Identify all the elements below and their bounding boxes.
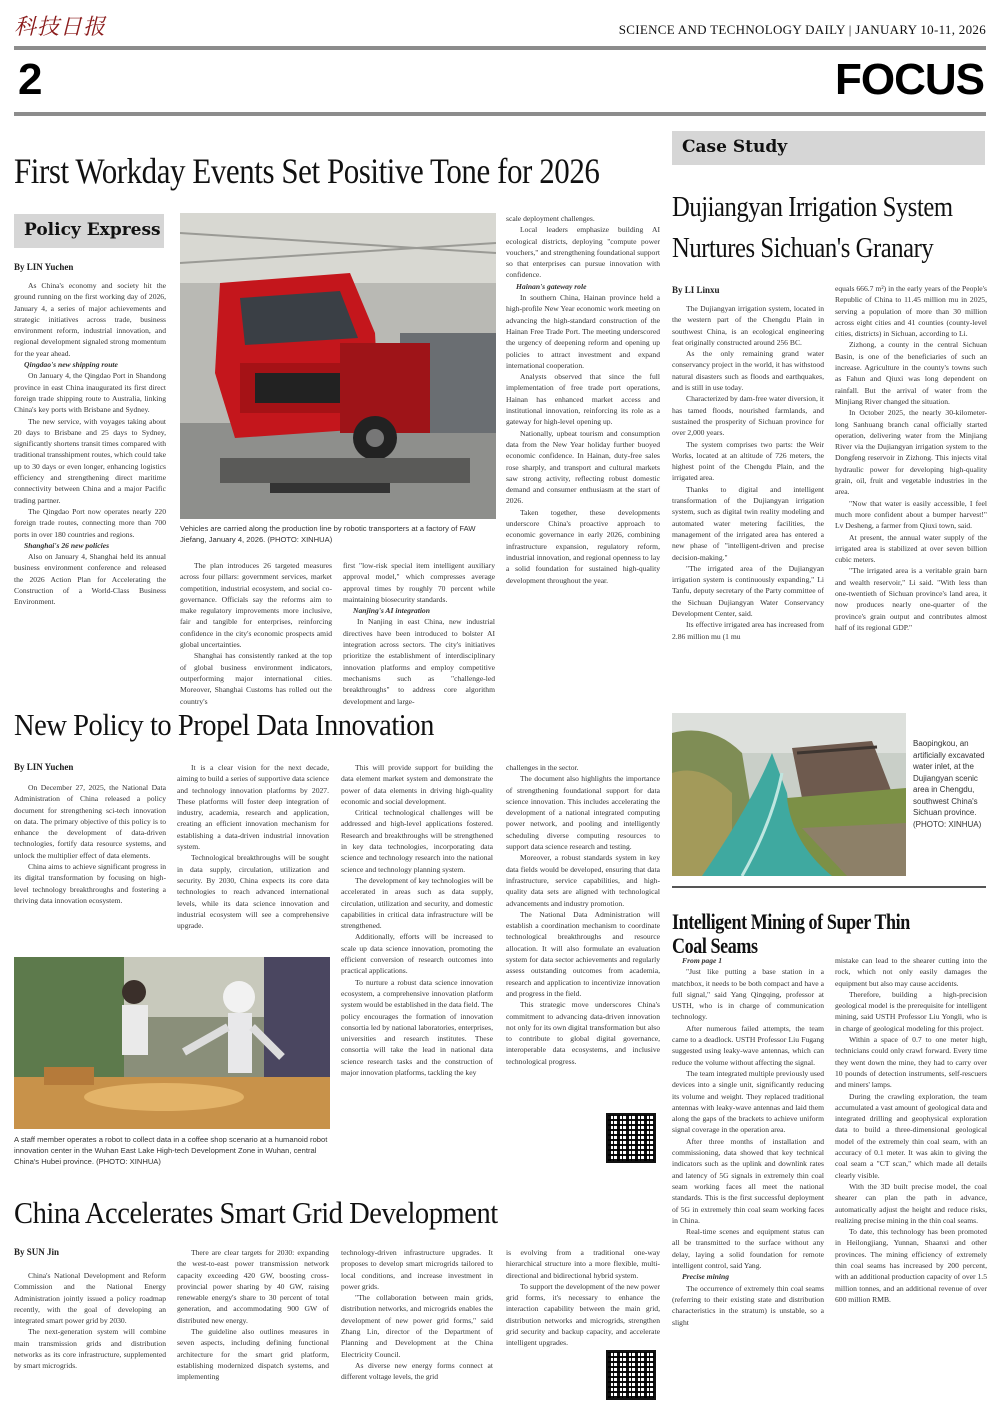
paragraph: Therefore, building a high-precision geological model is the prerequisite for intelligent mining, said USTH Professor Liu Yongli, who is in charge of geological modeling for this project. xyxy=(835,989,987,1033)
paragraph: In Nanjing in east China, new industrial directives have been introduced to bolster AI integration across sectors. The city's initiatives prioritize the establishment of interdisciplinary innovation platforms and employ competitive mechanisms such as "challenge-led breakthroughs" to address core algorithm development and large- xyxy=(343,617,495,706)
article-column xyxy=(177,762,329,931)
section-divider xyxy=(672,886,986,888)
paragraph: There are clear targets for 2030: expanding the west-to-east power transmission network capacity exceeding 420 GW, boosting cross-provincial power sharing by 40 GW, raising renewable energy's share to 30 percent of total generation, and accommodating 900 GW of distributed new energy. xyxy=(177,1248,329,1325)
paragraph: "Now that water is easily accessible, I feel much more confident about a bumper harvest!" Lv Desheng, a farmer from Qiuxi town, said. xyxy=(835,498,987,531)
qr-code-icon[interactable] xyxy=(606,1113,656,1163)
page-number: 2 xyxy=(18,55,43,104)
kicker-case-study: Case Study xyxy=(672,131,985,165)
paragraph: To date, this technology has been promoted in Heilongjiang, Yunnan, Shaanxi and other provinces. The mining efficiency of extremely thin coal seams has increased by 200 percent, with an additional production capacity of over 1.5 million tonnes, and an additional revenue of over 600 million RMB. xyxy=(835,1227,987,1304)
paragraph: China aims to achieve significant progress in its digital transformation by focusing on high-level technology breakthroughs and fostering a thriving data innovation ecosystem. xyxy=(14,862,166,905)
paragraph: technology-driven infrastructure upgrades. It proposes to develop smart microgrids tailored to local conditions, and increase investment in power grids. xyxy=(341,1248,493,1291)
paragraph: is evolving from a traditional one-way hierarchical structure into a more flexible, multi-directional and bidirectional hybrid system. xyxy=(506,1248,660,1280)
masthead-rule xyxy=(14,46,986,50)
section-title: FOCUS xyxy=(835,55,984,104)
paragraph: At present, the annual water supply of the irrigated area is stabilized at over seven billion cubic meters. xyxy=(835,532,987,565)
paragraph: Analysts observed that since the full implementation of free trade port operations, Hainan has enhanced market access and institutional innovation, reinforcing its role as a gateway for high-level opening up. xyxy=(506,372,660,427)
paragraph: As China's economy and society hit the ground running on the first working day of 2026, January 4, a series of major achievements and strategic initiatives across trade, business environment reform, industrial innovation, and regional development signaled strong momentum for the year ahead. xyxy=(14,281,166,358)
paragraph: Shanghai has consistently ranked at the top of global business environment indicators, outperforming major international cities. Moreover, Shanghai Customs has rolled out the country's xyxy=(180,651,332,706)
newspaper-logo: 科技日报 xyxy=(14,15,107,40)
paragraph: equals 666.7 m²) in the early years of the People's Republic of China to 11.45 million mu in 2025, serving a population of more than 30 million across eight cities and 41 counties (county-level cities, districts) in Sichuan, according to Li. xyxy=(835,284,987,339)
paragraph: Taken together, these developments underscore China's proactive approach to economic governance in early 2026, combining infrastructure expansion, regulatory reform, industrial innovation, and regional openness to lay a solid foundation for sustained high-quality development throughout the year. xyxy=(506,507,660,585)
paragraph: The document also highlights the importance of strengthening foundational support for data science innovation. This includes accelerating the development of a national integrated computing power network, and pooling and intelligently scheduling diverse computing resources to support data science research and testing. xyxy=(506,774,660,852)
article-headline[interactable]: New Policy to Propel Data Innovation xyxy=(14,707,434,742)
paragraph: It is a clear vision for the next decade, aiming to build a series of supportive data science and technology innovation platforms by 2027. These platforms will foster deep integration of industry, academia, research and application, creating an efficient innovation mechanism for establishing a data-driven industrial innovation system. xyxy=(177,763,329,852)
paragraph: The occurrence of extremely thin coal seams (referring to their existing state and distribution characteristics in the stratum) is unstable, so a slight xyxy=(672,1283,824,1327)
paragraph: As diverse new energy forms connect at different voltage levels, the grid xyxy=(341,1360,493,1382)
article-column xyxy=(506,762,660,1067)
paragraph: Nationally, upbeat tourism and consumption data from the New Year holiday further buoyed economic confidence. In Hainan, duty-free sales rose sharply, and transport and cultural markets saw strong activity, reflecting robust domestic demand and consumer enthusiasm at the start of 2026. xyxy=(506,428,660,506)
paragraph: challenges in the sector. xyxy=(506,763,579,772)
article-column xyxy=(343,560,495,707)
subheading: Shanghai's 26 new policies xyxy=(24,540,110,550)
paragraph: This will provide support for building the data element market system and demonstrate the power of data elements in driving high-quality economic and social development. xyxy=(341,763,493,806)
byline: By LIN Yuchen xyxy=(14,762,74,772)
paragraph: "Just like putting a base station in a matchbox, it needs to be both compact and have a full signal," said Yang Qingqing, professor at USTH, who is in charge of communication technology. xyxy=(672,967,824,1022)
paragraph: scale deployment challenges. xyxy=(506,214,595,223)
article-headline[interactable]: First Workday Events Set Positive Tone for 2026 xyxy=(14,151,600,191)
article-column xyxy=(506,1247,660,1349)
article-headline[interactable] xyxy=(672,188,953,269)
paragraph: Within a space of 0.7 to one meter high, technicians could only crawl forward. Every time they went down the mine, they had to carry over 10 pounds of detection instruments, self-rescuers and miners' lamps. xyxy=(835,1035,987,1090)
article-column xyxy=(341,1247,493,1383)
paragraph: The plan introduces 26 targeted measures across four pillars: government services, market competition, industrial ecosystem, and social co-governance. Officials say the reforms aim to make regulatory improvements more inclusive, fair and tangible for enterprises, reinforcing confidence in the city's economic prospects amid global uncertainties. xyxy=(180,561,332,650)
article-column xyxy=(14,1270,166,1372)
article-column xyxy=(180,560,332,707)
paragraph: The guideline also outlines measures in seven aspects, including defining functional architecture for the smart grid platform, establishing modernized dispatch systems, and implementing xyxy=(177,1327,329,1382)
subheading: Qingdao's new shipping route xyxy=(24,360,118,370)
paragraph: Technological breakthroughs will be sought in data supply, circulation, utilization and security. By 2030, China expects its core data technologies to reach advanced international levels, while its data science innovation and industrial ecosystem will see a comprehensive upgrade. xyxy=(177,853,329,931)
article-column xyxy=(835,283,987,633)
article-column xyxy=(672,303,824,642)
paragraph: The National Data Administration will establish a coordination mechanism to coordinate technological breakthroughs and resource allocation. It will also formulate an evaluation system for data sector achievements and regularly assess outstanding outcomes from academia, research and application to incentivize innovation and progress in the field. xyxy=(506,909,660,998)
paragraph: This strategic move underscores China's commitment to advancing data-driven innovation not only for its own digital transformation but also to contribute to global digital governance, interoperable data ecosystems, and inclusive technological progress. xyxy=(506,1000,660,1066)
paragraph: On January 4, the Qingdao Port in Shandong province in east China inaugurated its first direct foreign trade shipping route to Australia, linking China's key ports with Brisbane and Sydney. xyxy=(14,371,166,415)
paragraph: Additionally, efforts will be increased to scale up data science innovation, promoting the efficient conversion of research outcomes into practical applications. xyxy=(341,932,493,976)
paragraph: After three months of installation and commissioning, data showed that key technical indicators such as the uplink and downlink rates and latency of 5G signals in extremely thin coal seam working faces all meet the national standards. This is the first successful deployment of 5G in extremely thin coal seam working faces in China. xyxy=(672,1136,824,1225)
paragraph: The Dujiangyan irrigation system, located in the western part of the Chengdu Plain in southwest China, is an ecological engineering feat originally constructed around 256 BC. xyxy=(672,304,824,347)
paragraph: China's National Development and Reform Commission and the National Energy Administration jointly issued a policy roadmap recently, with the goal of developing an integrated smart power grid by 2030. xyxy=(14,1271,166,1326)
paragraph: Its effective irrigated area has increased from 2.86 million mu (1 mu xyxy=(672,620,824,641)
paragraph: With the 3D built precise model, the coal shearer can plan the path in advance, automatically adjust the height and reduce risks, realizing precise mining in the thin coal seams. xyxy=(835,1181,987,1225)
paragraph: As the only remaining grand water conservancy project in the world, it has withstood natural disasters such as floods and earthquakes, and is still in use today. xyxy=(672,349,824,393)
article-column xyxy=(672,955,824,1328)
article-column xyxy=(14,782,166,906)
article-column xyxy=(506,213,660,586)
paragraph: "The irrigated area is a veritable grain barn and wealth reservoir," Li said. "With less than one-twentieth of Sichuan province's land area, it now produces nearly one-quarter of the province's grain output and contributes almost half of its regional GDP." xyxy=(835,566,987,632)
paragraph: Critical technological challenges will be addressed and high-level applications fostered. Research and breakthroughs will be strengthened in key data technologies, incorporating data science and technology research into the national science and technology planning system. xyxy=(341,808,493,874)
article-headline[interactable]: China Accelerates Smart Grid Development xyxy=(14,1195,498,1230)
article-column xyxy=(14,280,166,608)
paragraph: Also on January 4, Shanghai held its annual business environment conference and released the 2026 Action Plan for Accelerating the Construction of a World-Class Business Environment. xyxy=(14,552,166,607)
subheading: Precise mining xyxy=(682,1272,730,1282)
robot-coffee-shop-photo xyxy=(14,957,330,1129)
photo-caption: A staff member operates a robot to collect data in a coffee shop scenario at a humanoid robot innovation center in the Wuhan East Lake High-tech Development Zone in Wuhan, central China's Hubei province. (PHOTO: XINHUA) xyxy=(14,1135,328,1166)
paragraph: After numerous failed attempts, the team came to a deadlock. USTH Professor Liu Fugang suggested using leaky-wave antennas, which can reduce the volume without affecting the signal. xyxy=(672,1023,824,1067)
headline-line: Dujiangyan Irrigation System xyxy=(672,192,953,223)
paragraph: To support the development of the new power grid forms, it's necessary to enhance the interaction capability between the main grid, distribution networks and microgrids, strengthen grid security and backup capacity, and accelerate intelligent upgrades. xyxy=(506,1281,660,1348)
subheading: Nanjing's AI integration xyxy=(353,606,430,616)
byline: By LI Linxu xyxy=(672,285,720,295)
subheading: From page 1 xyxy=(682,956,723,965)
photo-caption: Baopingkou, an artificially excavated water inlet, at the Dujiangyan scenic area in Chengdu, southwest China's Sichuan province. (PHOTO: XINHUA) xyxy=(913,739,985,829)
paragraph: Thanks to digital and intelligent transformation of the Dujiangyan irrigation system, such as digital twin reality modeling and automated water metering facilities, the management of the irrigated area has entered a new phase of "intelligent-driven and precise decision-making." xyxy=(672,484,824,562)
subheading: Hainan's gateway role xyxy=(516,281,587,291)
paragraph: Characterized by dam-free water diversion, it has tamed floods, nourished farmlands, and sustained the prosperity of Sichuan province for over 2,000 years. xyxy=(672,394,824,438)
byline: By SUN Jin xyxy=(14,1247,60,1257)
paragraph: "The collaboration between main grids, distribution networks, and microgrids enables the development of new power grid forms," said Zhang Lin, director of the Department of Planning and Development at the China Electricity Council. xyxy=(341,1293,493,1359)
paragraph: The team integrated multiple previously used devices into a single unit, significantly reducing its volume and weight. They replaced traditional antennas with leaky-wave antennas and laid them along the gaps of the brackets to achieve uniform signal coverage in the operation area. xyxy=(672,1068,824,1135)
photo-caption: Vehicles are carried along the production line by robotic transporters at a factory of FAW Jiefang, January 4, 2026. (PHOTO: XINHUA) xyxy=(180,524,476,544)
article-column xyxy=(177,1247,329,1383)
dujiangyan-photo xyxy=(672,713,906,876)
paragraph: In southern China, Hainan province held a high-profile New Year economic work meeting on advancing the high-standard construction of the Hainan Free Trade Port. The meeting underscored the urgency of deepening reform and opening up policies to attract investment and expand international cooperation. xyxy=(506,293,660,370)
kicker-policy-express: Policy Express xyxy=(14,214,164,248)
paragraph: "The irrigated area of the Dujiangyan irrigation system is continuously expanding," Li Tanfu, deputy secretary of the Party committee of the Sichuan Dujiangyan Water Conservancy Development Center, said. xyxy=(672,563,824,619)
paragraph: On December 27, 2025, the National Data Administration of China released a policy document for strengthening sci-tech innovation on data. The primary objective of this policy is to enhance the development of data-driven technologies, fortify data resource systems, and unlock the multiplier effect of data elements. xyxy=(14,783,166,860)
headline-line: Nurtures Sichuan's Granary xyxy=(672,232,934,264)
truck-factory-photo xyxy=(180,213,496,519)
byline: By LIN Yuchen xyxy=(14,262,74,272)
paragraph: The development of key technologies will be accelerated in areas such as data supply, circulation, utilization and security, and domestic capabilities in critical data infrastructure will be strengthened. xyxy=(341,875,493,931)
paragraph: Real-time scenes and equipment status can all be transmitted to the surface without any delay, laying a solid foundation for remote intelligent control, said Yang. xyxy=(672,1227,824,1271)
paragraph: During the crawling exploration, the team accumulated a vast amount of geological data and integrated drilling and geophysical exploration data to build a three-dimensional geological model of the extremely thin coal seam, with an accuracy of 0.1 meter. It was akin to giving the coal seam a "CT scan," which made all details clearly visible. xyxy=(835,1091,987,1180)
paragraph: Zizhong, a county in the central Sichuan Basin, is one of the beneficiaries of such an increase. Agriculture in the county's towns such as Fahun and Qiuxi was long dependent on rainfall. But the arrival of water from the Minjiang River changed the situation. xyxy=(835,340,987,406)
article-column xyxy=(835,955,987,1305)
paragraph: The next-generation system will combine main transmission grids and distribution networks as its core infrastructure, supplemented by smart microgrids. xyxy=(14,1327,166,1371)
article-column xyxy=(341,762,493,1078)
paragraph: Local leaders emphasize building AI ecological districts, deploying "compute power vouchers," and strengthening foundational support so that enterprises can pursue innovation with confidence. xyxy=(506,225,660,280)
paragraph: mistake can lead to the shearer cutting into the rock, which not only easily damages the equipment but also may cause accidents. xyxy=(835,956,987,988)
qr-code-icon[interactable] xyxy=(606,1350,656,1400)
article-headline[interactable]: Intelligent Mining of Super Thin Coal Seams xyxy=(672,909,910,959)
masthead-dateline: SCIENCE AND TECHNOLOGY DAILY | JANUARY 10-11, 2026 xyxy=(618,22,986,37)
paragraph: The new service, with voyages taking about 20 days to Brisbane and 25 days to Sydney, significantly shortens transit times compared with traditional transshipment routes, which could take up to 30 days or even longer, enhancing logistics efficiency and strengthening direct maritime connectivity between China and a major Pacific trading partner. xyxy=(14,416,166,505)
paragraph: The Qingdao Port now operates nearly 220 foreign trade routes, connecting more than 700 ports in over 180 countries and regions. xyxy=(14,506,166,539)
paragraph: The system comprises two parts: the Weir Works, located at an altitude of 726 meters, the highest point of the Chengdu Plain, and the irrigated area. xyxy=(672,439,824,483)
section-rule xyxy=(14,112,986,116)
paragraph: first "low-risk special item intelligent auxiliary approval model," which compresses average approval times by roughly 70 percent while maintaining biosecurity standards. xyxy=(343,561,495,604)
paragraph: Moreover, a robust standards system in key data fields would be developed, ensuring that data infrastructure, service capabilities, and high-quality data sets are aligned with technological advancements and industry promotion. xyxy=(506,853,660,908)
paragraph: To nurture a robust data science innovation ecosystem, a comprehensive innovation platform system would be established in the data field. The policy encourages the formation of innovation consortia led by national laboratories, enterprises, universities and research institutes. These consortia will take the lead in national data science research tasks and the construction of major innovation platforms, tackling the key xyxy=(341,977,493,1078)
paragraph: In October 2025, the nearly 30-kilometer-long Sanhuang branch canal officially started operation, delivering water from the Minjiang River via the Dujiangyan irrigation system to the Dongfeng reservoir in Zizhong. This injects vital hydraulic power for developing high-quality grain, oil, fruit and vegetable industries in the area. xyxy=(835,408,987,497)
